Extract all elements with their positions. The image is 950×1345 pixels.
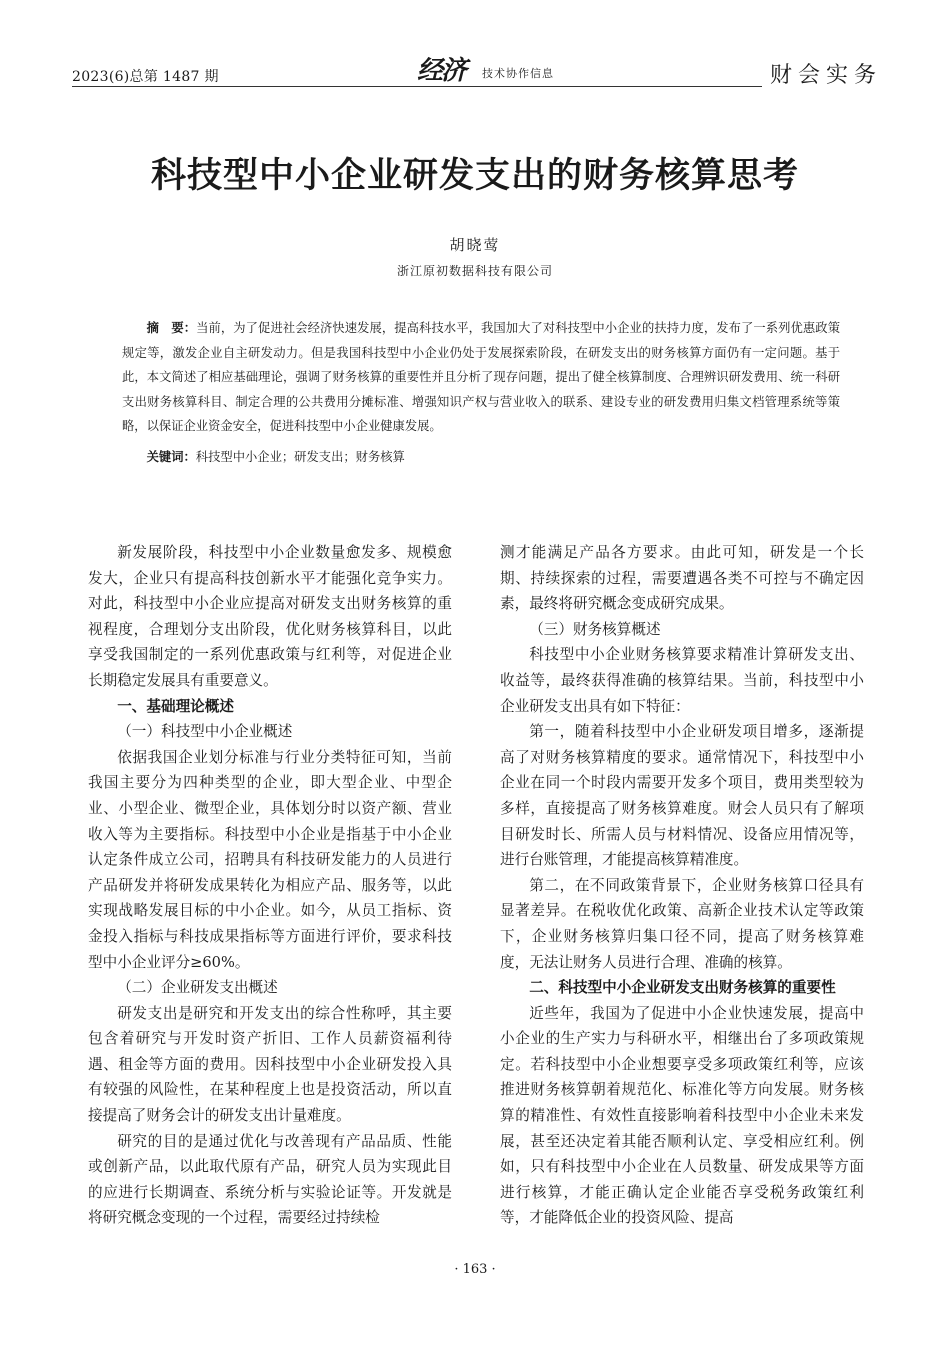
section-name: 财会实务 xyxy=(769,63,882,88)
section-heading: 二、科技型中小企业研发支出财务核算的重要性 xyxy=(529,979,836,997)
subsection-heading: （二）企业研发支出概述 xyxy=(117,979,278,997)
right-column xyxy=(500,540,864,1231)
body-paragraph-continued: 测才能满足产品各方要求。由此可知，研发是一个长期、持续探索的过程，需要遭遇各类不可控与不确定因素，最终将研究概念变成研究成果。 xyxy=(500,544,864,613)
page-header xyxy=(72,48,882,92)
body-paragraph: 依据我国企业划分标准与行业分类特征可知，当前我国主要分为四种类型的企业，即大型企业、中型企业、小型企业、微型企业，具体划分时以资产额、营业收入等为主要指标。科技型中小企业是指基于中小企业认定条件成立公司，招聘具有科技研发能力的人员进行产品研发并将研发成果转化为相应产品、服务等，以此实现战略发展目标的中小企业。如今，从员工指标、资金投入指标与科技成果指标等方面进行评价，要求科技型中小企业评分≥60%。 xyxy=(88,748,452,971)
author-affiliation: 浙江原初数据科技有限公司 xyxy=(396,264,553,278)
journal-logo: 经济 xyxy=(417,56,466,86)
subsection-heading: （一）科技型中小企业概述 xyxy=(117,723,293,741)
keywords-line xyxy=(122,445,840,470)
abstract-paragraph xyxy=(122,316,840,439)
article-title: 科技型中小企业研发支出的财务核算思考 xyxy=(150,156,799,196)
abstract-block xyxy=(122,316,840,470)
keywords-text: 科技型中小企业；研发支出；财务核算 xyxy=(195,449,405,464)
body-paragraph: 第二，在不同政策背景下，企业财务核算口径具有显著差异。在税收优化政策、高新企业技术认定等政策下，企业财务核算归集口径不同，提高了财务核算难度，无法让财务人员进行合理、准确的核算。 xyxy=(500,876,864,971)
body-paragraph: 研究的目的是通过优化与改善现有产品品质、性能或创新产品，以此取代原有产品，研究人员为实现此目的应进行长期调查、系统分析与实验论证等。开发就是将研究概念变现的一个过程，需要经过持续检 xyxy=(88,1132,452,1227)
subsection-heading: （三）财务核算概述 xyxy=(529,620,661,638)
section-heading: 一、基础理论概述 xyxy=(117,697,234,715)
header-rule xyxy=(72,86,762,87)
keywords-label: 关键词： xyxy=(146,449,196,464)
body-paragraph: 新发展阶段，科技型中小企业数量愈发多、规模愈发大，企业只有提高科技创新水平才能强化竞争实力。对此，科技型中小企业应提高对研发支出财务核算的重视程度，合理划分支出阶段，优化财务核算科目，以此享受我国制定的一系列优惠政策与红利等，对促进企业长期稳定发展具有重要意义。 xyxy=(88,544,452,689)
abstract-text: 当前，为了促进社会经济快速发展，提高科技水平，我国加大了对科技型中小企业的扶持力度，发布了一系列优惠政策规定等，激发企业自主研发动力。但是我国科技型中小企业仍处于发展探索阶段，在研发支出的财务核算方面仍有一定问题。基于此，本文简述了相应基础理论，强调了财务核算的重要性并且分析了现存问题，提出了健全核算制度、合理辨识研发费用、统一科研支出财务核算科目、制定合理的公共费用分摊标准、增强知识产权与营业收入的联系、建设专业的研发费用归集文档管理系统等策略，以保证企业资金安全，促进科技型中小企业健康发展。 xyxy=(122,321,840,434)
body-paragraph: 研发支出是研究和开发支出的综合性称呼，其主要包含着研究与开发时资产折旧、工作人员薪资福利待遇、租金等方面的费用。因科技型中小企业研发投入具有较强的风险性，在某种程度上也是投资活动，所以直接提高了财务会计的研发支出计量难度。 xyxy=(88,1004,452,1125)
journal-logo-subtitle: 技术协作信息 xyxy=(482,67,554,80)
abstract-label: 摘 要： xyxy=(146,321,197,335)
issue-number: 2023(6)总第 1487 期 xyxy=(72,69,219,85)
body-paragraph: 第一，随着科技型中小企业研发项目增多，逐渐提高了对财务核算精度的要求。通常情况下，科技型中小企业在同一个时段内需要开发多个项目，费用类型较为多样，直接提高了财务核算难度。财会人员只有了解项目研发时长、所需人员与材料情况、设备应用情况等，进行台账管理，才能提高核算精准度。 xyxy=(500,723,864,869)
body-paragraph: 近些年，我国为了促进中小企业快速发展，提高中小企业的生产实力与科研水平，相继出台了多项政策规定。若科技型中小企业想要享受多项政策红利等，应该推进财务核算朝着规范化、标准化等方向发展。财务核算的精准性、有效性直接影响着科技型中小企业未来发展，甚至还决定着其能否顺利认定、享受相应红利。例如，只有科技型中小企业在人员数量、研发成果等方面进行核算，才能正确认定企业能否享受税务政策红利等，才能降低企业的投资风险、提高 xyxy=(500,1004,864,1227)
page-number: · 163 · xyxy=(454,1262,496,1277)
body-paragraph: 科技型中小企业财务核算要求精准计算研发支出、收益等，最终获得准确的核算结果。当前，科技型中小企业研发支出具有如下特征： xyxy=(500,646,864,715)
author-name: 胡晓莺 xyxy=(449,236,501,254)
left-column xyxy=(88,540,452,1231)
